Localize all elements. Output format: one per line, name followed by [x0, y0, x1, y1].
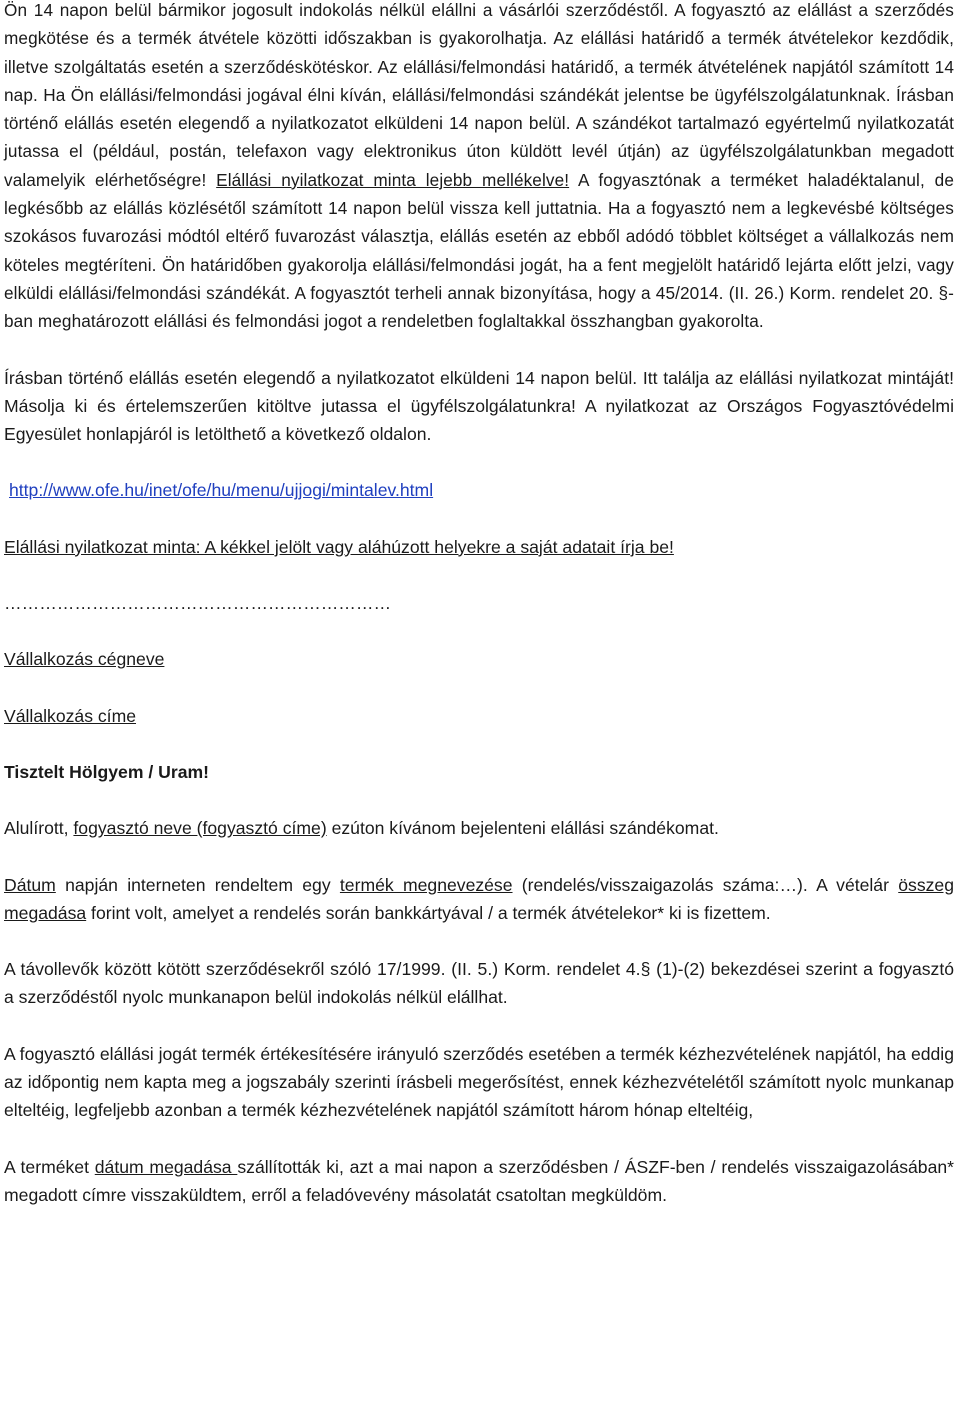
declaration-text-b: ezúton kívánom bejelenteni elállási szándékomat. [326, 818, 719, 839]
return-paragraph [4, 1153, 954, 1210]
order-text-b: (rendelés/visszaigazolás száma:…). A vételár [512, 874, 899, 895]
declaration-text-a: Alulírott, [4, 818, 74, 839]
order-text-c: forint volt, amelyet a rendelés során bankkártyával / a termék átvételekor* ki is fizettem. [86, 902, 771, 923]
form-link[interactable]: Elállási nyilatkozat minta lejebb mellékelve! [216, 169, 570, 190]
date-field: Dátum [4, 874, 56, 895]
salutation: Tisztelt Hölgyem / Uram! [4, 761, 209, 782]
instructions-paragraph: Írásban történő elállás esetén elegendő a nyilatkozatot elküldeni 14 napon belül. Itt találja az elállási nyilatkozat mintáját! Másolja ki és értelemszerűen kitöltve jutassa el ügyfélszolgálatunkra! A nyilatkozat az Országos Fogyasztóvédelmi Egyesület honlapjáról is letölthető a következő oldalon. [4, 367, 954, 445]
delivery-date-field: dátum megadása [94, 1156, 238, 1177]
dots-line: ………………………………………………………… [4, 593, 392, 614]
amount-field: összeg megadása [4, 874, 954, 923]
product-name-field: termék megnevezése [339, 874, 513, 895]
return-text-a: A terméket [4, 1156, 95, 1177]
company-address-field: Vállalkozás címe [4, 705, 137, 726]
intro-paragraph [4, 0, 954, 336]
company-name-field: Vállalkozás cégneve [4, 649, 165, 670]
law-paragraph: A távollevők között kötött szerződésekről szóló 17/1999. (II. 5.) Korm. rendelet 4.§ (1)-(2) bekezdései szerint a fogyasztó a szerződéstől nyolc munkanapon belül indokolás nélkül elállhat. [4, 959, 954, 1008]
url-line [4, 476, 954, 504]
intro-text-b: A fogyasztónak a terméket haladéktalanul, de legkésőbb az elállás közlésétől számított 14 napon belül vissza kell juttatnia. Ha a fogyasztó nem a legkevésbé költséges szokásos fuvarozási módtól eltérő fuvarozást választja, elállás esetén az ebből adódó többlet költséget a vállalkozás nem köteles megtéríteni. Ön határidőben gyakorolja elállási/felmondási jogát, ha a fent megjelölt határidő lejárta előtt jelzi, vagy elküldi elállási/felmondási szándékát. A fogyasztót terheli annak bizonyítása, hogy a 45/2014. (II. 26.) Korm. rendelet 20. §-ban meghatározott elállási és felmondási jogot a rendeletben foglaltakkal összhangban gyakorolta. [4, 169, 954, 332]
consumer-name-field: fogyasztó neve (fogyasztó címe) [73, 818, 327, 839]
rights-paragraph: A fogyasztó elállási jogát termék értékesítésére irányuló szerződés esetében a termék kézhezvételének napjától, ha eddig az időpontig nem kapta meg a jogszabály szerinti írásbeli megerősítést, ennek kézhezvételétől számított nyolc munkanap elteltéig, legfeljebb azonban a termék kézhezvételének napjától számított három hónap elteltéig, [4, 1043, 954, 1121]
form-heading: Elállási nyilatkozat minta: A kékkel jelölt vagy aláhúzott helyekre a saját adatait írja be! [4, 536, 674, 557]
order-paragraph [4, 871, 954, 928]
declaration-paragraph [4, 814, 954, 842]
order-text-a: napján interneten rendeltem egy [55, 874, 340, 895]
intro-text-a: Ön 14 napon belül bármikor jogosult indokolás nélkül elállni a vásárlói szerződéstől. A fogyasztó az elállást a szerződés megkötése és a termék átvétele közötti időszakban is gyakorolhatja. Az elállási határidő a termék átvételekor kezdődik, illetve szolgáltatás esetén a szerződéskötéskor. Az elállási/felmondási határidő, a termék átvételének napjától számított 14 nap. Ha Ön elállási/felmondási jogával élni kíván, elállási/felmondási szándékát jelentse be ügyfélszolgálatunknak. Írásban történő elállás esetén elegendő a nyilatkozatot elküldeni 14 napon belül. A szándékot tartalmazó egyértelmű nyilatkozatát jutassa el (például, postán, telefaxon vagy elektronikus úton küldött levél útján) az ügyfélszolgálatunkban megadott valamelyik elérhetőségre! [4, 0, 954, 190]
return-text-b: szállították ki, azt a mai napon a szerződésben / ÁSZF-ben / rendelés visszaigazolásában* megadott címre visszaküldtem, erről a feladóvevény másolatát csatoltan megküldöm. [4, 1156, 955, 1205]
ofe-url-link[interactable]: http://www.ofe.hu/inet/ofe/hu/menu/ujjogi/mintalev.html [9, 480, 434, 501]
